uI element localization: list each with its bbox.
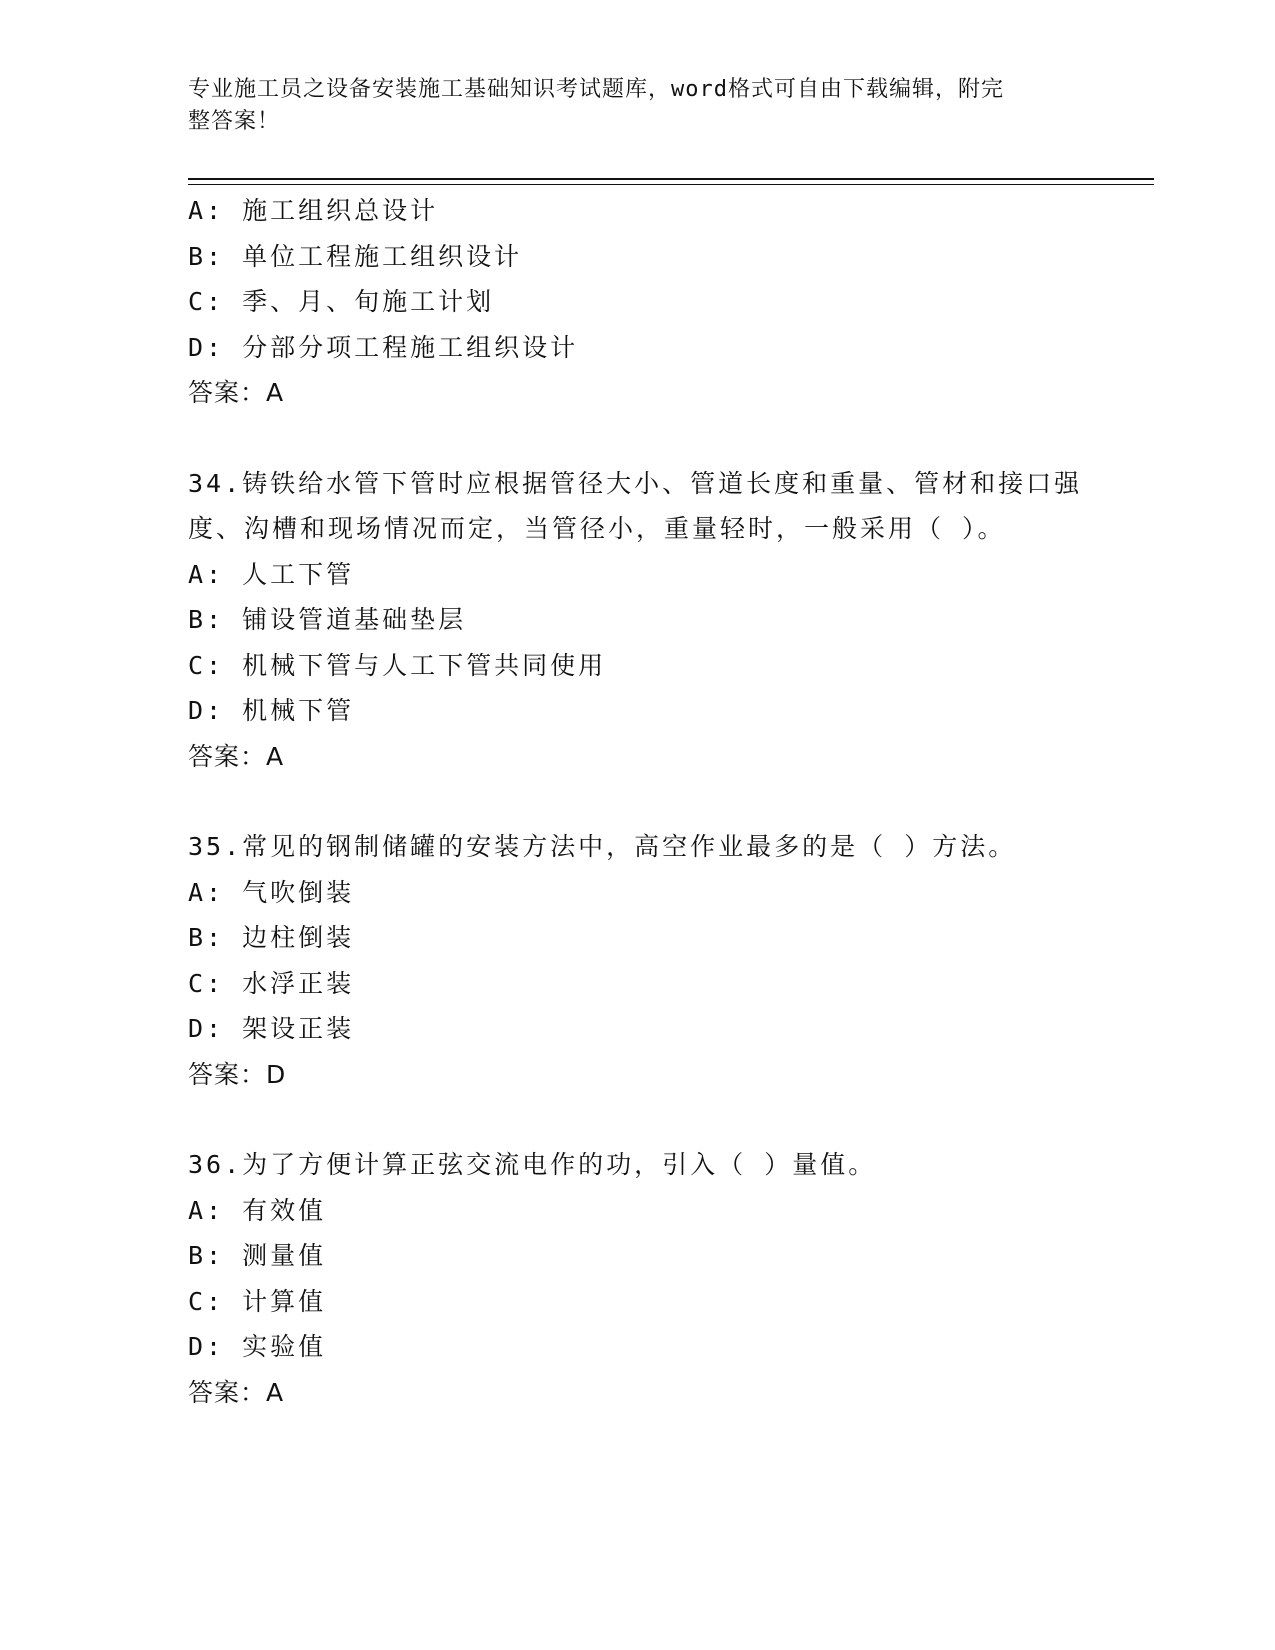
spacer xyxy=(188,779,1088,824)
document-header xyxy=(188,74,1068,138)
answer-line: 答案：A xyxy=(188,1377,285,1407)
answer-line: 答案：A xyxy=(188,741,285,771)
answer-line: 答案：D xyxy=(188,1059,287,1089)
option-c: C: 计算值 xyxy=(188,1286,327,1316)
answer-line: 答案：A xyxy=(188,378,285,407)
option-c: C: 季、月、旬施工计划 xyxy=(188,287,495,316)
header-rule-thin xyxy=(188,184,1154,185)
option-b: B: 铺设管道基础垫层 xyxy=(188,605,467,634)
question-36 xyxy=(188,1142,1088,1415)
question-stem: 34.铸铁给水管下管时应根据管径大小、管道长度和重量、管材和接口强度、沟槽和现场情况而定，当管径小，重量轻时，一般采用（ ）。 xyxy=(188,468,1083,543)
option-c: C: 水浮正装 xyxy=(188,968,355,998)
spacer xyxy=(188,416,1088,461)
question-stem: 36.为了方便计算正弦交流电作的功，引入（ ）量值。 xyxy=(188,1150,877,1179)
option-d: D: 分部分项工程施工组织设计 xyxy=(188,332,579,362)
option-b: B: 边柱倒装 xyxy=(188,923,355,952)
option-d: D: 实验值 xyxy=(188,1332,327,1361)
header-line-2: 整答案！ xyxy=(188,109,281,134)
spacer xyxy=(188,1097,1088,1142)
question-list xyxy=(188,188,1088,1415)
question-33 xyxy=(188,188,1088,416)
question-34 xyxy=(188,461,1088,780)
question-35 xyxy=(188,824,1088,1097)
option-b: B: 单位工程施工组织设计 xyxy=(188,241,523,271)
question-stem: 35.常见的钢制储罐的安装方法中，高空作业最多的是（ ）方法。 xyxy=(188,832,1017,861)
option-b: B: 测量值 xyxy=(188,1241,327,1270)
option-a: A: 有效值 xyxy=(188,1195,327,1225)
option-a: A: 人工下管 xyxy=(188,559,355,589)
option-a: A: 气吹倒装 xyxy=(188,877,355,907)
header-line-1: 专业施工员之设备安装施工基础知识考试题库，word格式可自由下载编辑，附完 xyxy=(188,77,1004,102)
option-c: C: 机械下管与人工下管共同使用 xyxy=(188,650,607,680)
header-rule-thick xyxy=(188,178,1154,180)
option-d: D: 机械下管 xyxy=(188,696,355,725)
option-a: A: 施工组织总设计 xyxy=(188,196,439,225)
option-d: D: 架设正装 xyxy=(188,1014,355,1043)
